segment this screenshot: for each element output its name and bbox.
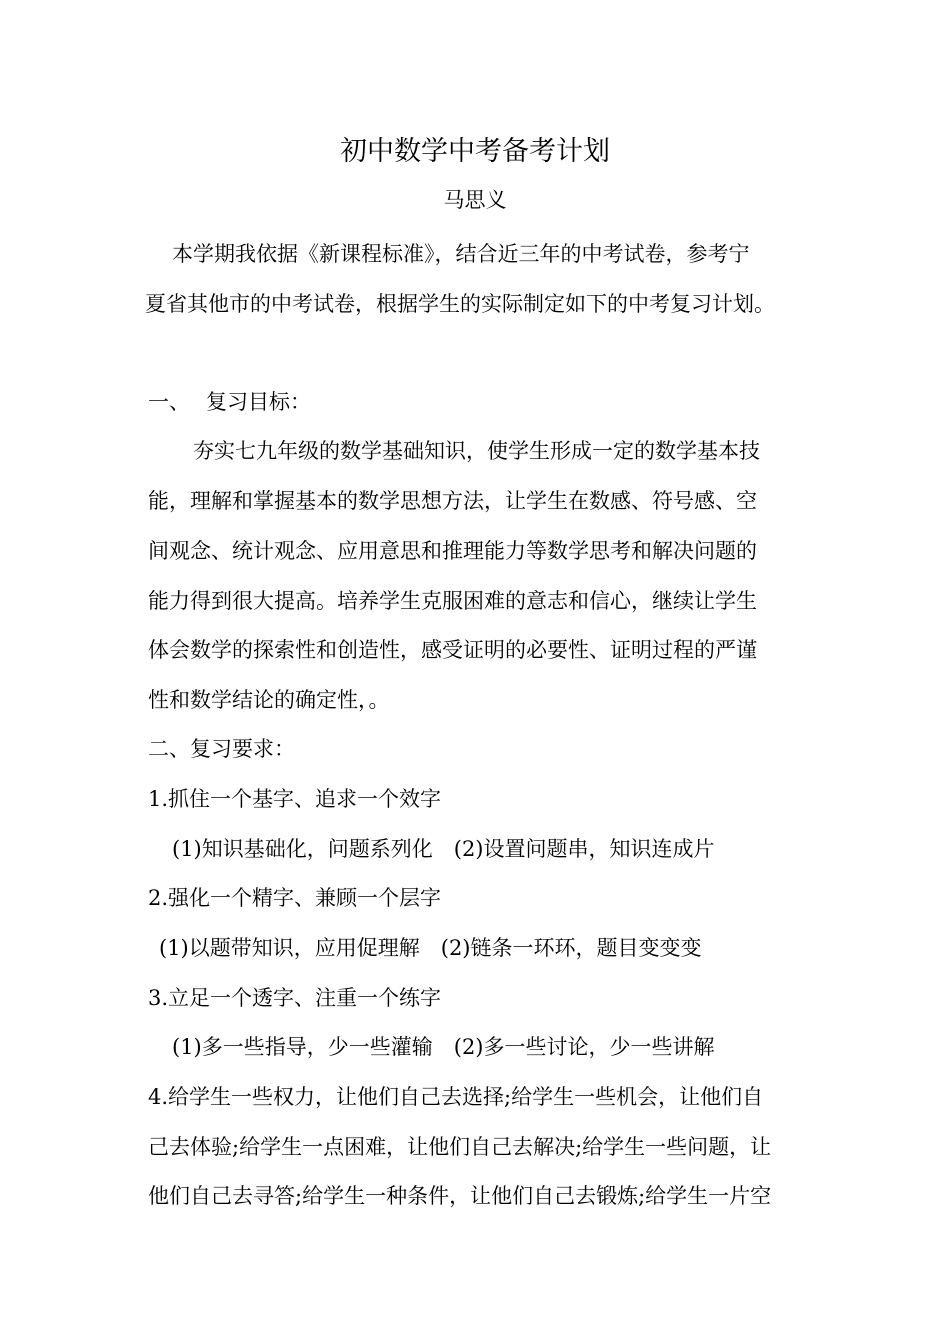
requirement-subitem: (1)知识基础化，问题系列化 (2)设置问题串，知识连成片: [172, 837, 715, 861]
requirement-item-4-line: 他们自己去寻答;给学生一种条件，让他们自己去锻炼;给学生一片空: [148, 1184, 772, 1208]
section1-number: 一、: [148, 390, 190, 414]
intro-line: 夏省其他市的中考试卷，根据学生的实际制定如下的中考复习计划。: [145, 292, 775, 316]
document-title: 初中数学中考备考计划: [340, 136, 610, 167]
section1-line: 性和数学结论的确定性，。: [148, 688, 390, 712]
requirement-item-4-line: 己去体验;给学生一点困难，让他们自己去解决;给学生一些问题，让: [148, 1135, 772, 1159]
requirement-item-4-line: 4.给学生一些权力，让他们自己去选择;给学生一些机会，让他们自: [148, 1085, 764, 1109]
requirement-item: 3.立足一个透字、注重一个练字: [148, 986, 442, 1010]
section2-heading: 二、复习要求：: [148, 737, 295, 761]
section1-heading: 复习目标：: [206, 390, 311, 414]
section1-line: 能力得到很大提高。培养学生克服困难的意志和信心，继续让学生: [148, 589, 757, 613]
section1-line: 夯实七九年级的数学基础知识，使学生形成一定的数学基本技: [193, 439, 760, 463]
section1-line: 体会数学的探索性和创造性，感受证明的必要性、证明过程的严谨: [148, 638, 757, 662]
document-author: 马思义: [443, 188, 507, 212]
section1-line: 能，理解和掌握基本的数学思想方法，让学生在数感、符号感、空: [148, 489, 757, 513]
requirement-subitem: (1)多一些指导，少一些灌输 (2)多一些讨论，少一些讲解: [172, 1035, 715, 1059]
requirement-item: 1.抓住一个基字、追求一个效字: [148, 787, 442, 811]
requirement-subitem: (1)以题带知识，应用促理解 (2)链条一环环，题目变变变: [159, 936, 702, 960]
section1-line: 间观念、统计观念、应用意思和推理能力等数学思考和解决问题的: [148, 539, 757, 563]
requirement-item: 2.强化一个精字、兼顾一个层字: [148, 886, 442, 910]
intro-line: 本学期我依据《新课程标准》，结合近三年的中考试卷，参考宁: [172, 242, 750, 266]
